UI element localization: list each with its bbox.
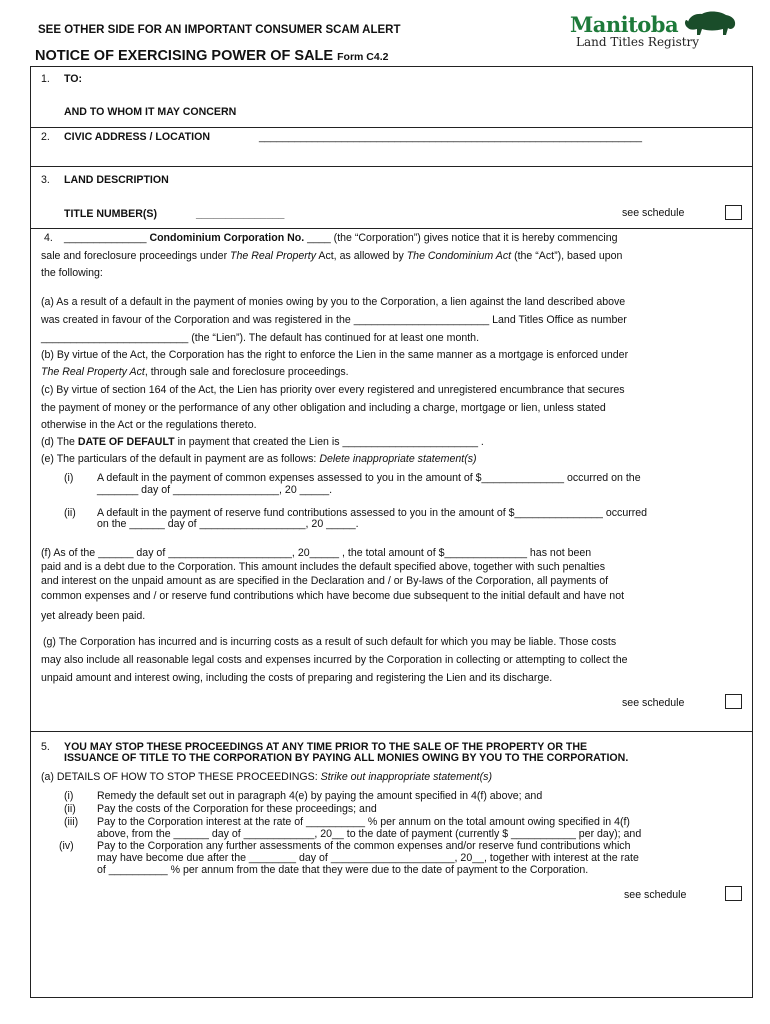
para-5a-ii-text: Pay the costs of the Corporation for these proceedings; and [97,803,377,815]
para-f-line-4: common expenses and / or reserve fund contributions which have become due subsequent to the initial default and have not [41,590,625,602]
page-title [35,48,388,64]
to-label: TO: [64,73,83,85]
para-a-line-2: was created in favour of the Corporation and was registered in the _______________________ Land Titles Office as number [41,314,627,326]
para-e-text: (e) The particulars of the default in payment are as follows: [41,453,320,465]
para-d [41,436,484,449]
divider [30,127,752,128]
para-e-i-line-2: _______ day of __________________, 20 _____. [97,484,333,496]
para-5a [41,771,492,784]
logo-wordmark: Manitoba [570,12,679,37]
para-e [41,453,477,466]
para-g-line-2: may also include all reasonable legal costs and expenses incurred by the Corporation in collecting or attempting to collect the [41,654,628,666]
schedule-checkbox-5[interactable] [725,886,742,901]
manitoba-logo [570,8,740,54]
para-d-text: in payment that created the Lien is _______________________ . [174,436,484,448]
see-schedule-label: see schedule [622,697,685,709]
para-d-text: (d) The [41,436,78,448]
para-e-ii-number: (ii) [64,507,76,519]
divider [30,166,752,167]
para-a-line-3: _________________________ (the “Lien”). The default has continued for at least one month. [41,332,480,344]
civic-address-field[interactable]: _________________________________________________________________ [259,131,642,143]
para-5a-iii-number: (iii) [64,816,79,828]
stop-proceedings-heading-2: ISSUANCE OF TITLE TO THE CORPORATION BY PAYING ALL MONIES OWING BY YOU TO THE CORPORATION. [64,752,629,764]
real-property-act-ref: The Real Property [230,250,317,262]
section-4-intro [64,232,617,245]
para-5a-iv-number: (iv) [59,840,74,852]
intro-line-2 [41,250,622,263]
section-1-number: 1. [41,73,50,85]
intro-text: Act, as allowed by [316,250,407,262]
para-e-ii-line-1: A default in the payment of reserve fund contributions assessed to you in the amount of $_______________ occurred [97,507,648,519]
para-5a-iii-line-1: Pay to the Corporation interest at the rate of __________ % per annum on the total amount owing specified in 4(f) [97,816,630,828]
title-numbers-label: TITLE NUMBER(S) [64,208,157,220]
intro-rest: ____ (the “Corporation”) gives notice that it is hereby commencing [307,232,618,244]
para-b-line-1: (b) By virtue of the Act, the Corporation has the right to enforce the Lien in the same manner as a mortgage is enforced under [41,349,629,361]
section-5-number: 5. [41,741,50,753]
para-5a-i-number: (i) [64,790,74,802]
para-5a-iv-line-3: of __________ % per annum from the date that they were due to the date of payment to the Corporation. [97,864,589,876]
para-g-line-1: (g) The Corporation has incurred and is incurring costs as a result of such default for which you may be liable. Those costs [43,636,617,648]
para-f-line-2: paid and is a debt due to the Corporation. This amount includes the default specified above, together with such penalties [41,561,605,573]
para-a-line-1: (a) As a result of a default in the payment of monies owing by you to the Corporation, a lien against the land described above [41,296,626,308]
section-3-number: 3. [41,174,50,186]
date-of-default-label: DATE OF DEFAULT [77,436,175,448]
intro-text: (the “Act”), based upon [511,250,623,262]
intro-text: sale and foreclosure proceedings under [41,250,231,262]
stop-proceedings-heading-1: YOU MAY STOP THESE PROCEEDINGS AT ANY TIME PRIOR TO THE SALE OF THE PROPERTY OR THE [64,741,588,753]
para-g-line-3: unpaid amount and interest owing, including the costs of preparing and registering the Lien and its discharge. [41,672,553,684]
para-b-line-2 [41,366,349,379]
para-f-line-5: yet already been paid. [41,610,146,622]
para-f-line-3: and interest on the unpaid amount as are specified in the Declaration and / or By-laws of the Corporation, all payments of [41,575,609,587]
to-whom-label: AND TO WHOM IT MAY CONCERN [64,106,237,118]
para-c-line-1: (c) By virtue of section 164 of the Act, the Lien has priority over every registered and unregistered encumbrance that secures [41,384,625,396]
para-5a-ii-number: (ii) [64,803,76,815]
section-2-number: 2. [41,131,50,143]
corp-name-field[interactable]: ______________ [64,232,147,244]
para-e-i-number: (i) [64,472,74,484]
para-5a-iv-line-2: may have become due after the ________ day of _____________________, 20__, together with interest at the rate [97,852,639,864]
strike-out-instruction: Strike out inappropriate statement(s) [320,771,492,783]
section-4-number: 4. [44,232,53,244]
para-b-text: , through sale and foreclosure proceedings. [144,366,349,378]
real-property-act-ref: The Real Property Act [41,366,145,378]
intro-line-3: the following: [41,267,103,279]
see-schedule-label: see schedule [622,207,685,219]
schedule-checkbox-4[interactable] [725,694,742,709]
para-5a-i-text: Remedy the default set out in paragraph 4(e) by paying the amount specified in 4(f) above; and [97,790,543,802]
logo-subtitle: Land Titles Registry [576,35,700,49]
para-e-ii-line-2: on the ______ day of __________________, 20 _____. [97,518,359,530]
para-5a-iii-line-2: above, from the ______ day of ____________, 20__ to the date of payment (currently $ ___________ per day); and [97,828,642,840]
title-numbers-field[interactable]: _______________ [196,208,285,220]
civic-address-label: CIVIC ADDRESS / LOCATION [64,131,210,143]
form-title: NOTICE OF EXERCISING POWER OF SALE [35,48,334,64]
delete-instruction: Delete inappropriate statement(s) [319,453,477,465]
condo-corp-label: Condominium Corporation No. [149,232,305,244]
para-5a-text: (a) DETAILS OF HOW TO STOP THESE PROCEEDINGS: [41,771,321,783]
schedule-checkbox-3[interactable] [725,205,742,220]
land-description-label: LAND DESCRIPTION [64,174,169,186]
see-schedule-label: see schedule [624,889,687,901]
para-c-line-3: otherwise in the Act or the regulations thereto. [41,419,257,431]
divider [30,731,752,732]
para-e-i-line-1: A default in the payment of common expenses assessed to you in the amount of $______________ occurred on the [97,472,641,484]
para-5a-iv-line-1: Pay to the Corporation any further assessments of the common expenses and/or reserve fund contributions which [97,840,631,852]
para-f-line-1: (f) As of the ______ day of _____________________, 20_____ , the total amount of $______________ has not been [41,547,592,559]
para-c-line-2: the payment of money or the performance of any other obligation and including a charge, mortgage or lien, unless stated [41,402,606,414]
divider [30,228,752,229]
form-number: Form C4.2 [337,51,389,63]
scam-alert-notice: SEE OTHER SIDE FOR AN IMPORTANT CONSUMER SCAM ALERT [38,24,401,36]
bison-icon [682,8,738,38]
condominium-act-ref: The Condominium Act [406,250,512,262]
